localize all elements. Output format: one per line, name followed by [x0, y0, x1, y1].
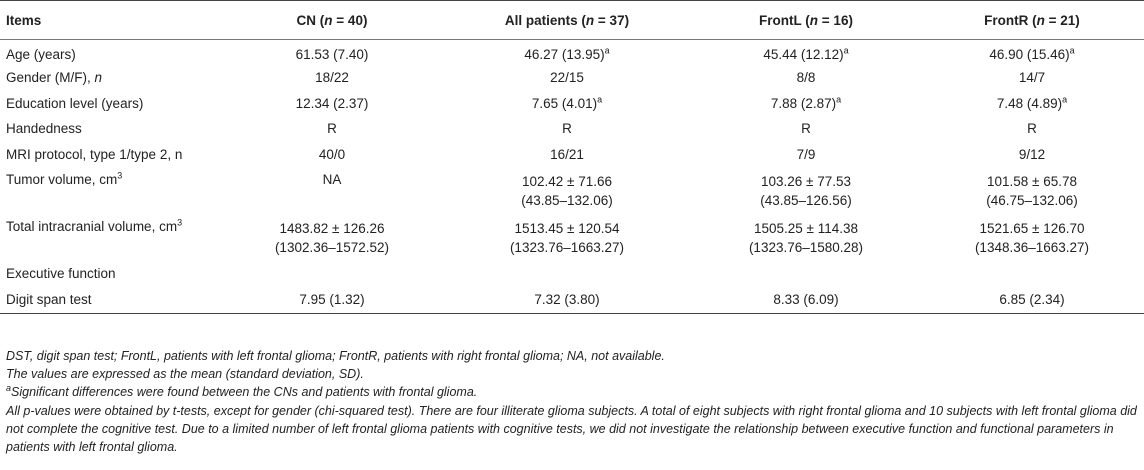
table-row-gender	[0, 65, 1144, 91]
header-all-patients: All patients (n = 37)	[442, 1, 692, 40]
cell-frontl: 45.44 $(12.12)^a$	[763, 45, 849, 62]
row-label: Education level (years)	[6, 95, 144, 111]
header-row	[0, 1, 1144, 40]
cell-frontl	[692, 261, 920, 287]
cell-all: 7.32 (3.80)	[442, 287, 692, 314]
cell-all: 16/21	[550, 146, 584, 162]
row-label: Gender (M/F), n	[6, 70, 103, 86]
cell-all: 22/15	[550, 70, 584, 86]
cell-frontl: R	[801, 121, 811, 137]
header-frontl: FrontL (n = 16)	[692, 1, 920, 40]
cell-frontl: 7/9	[796, 146, 816, 162]
cell-frontl: 1505.25 ± 114.38 (1323.76–1580.28)	[748, 220, 864, 255]
cell-frontl: 103.26 ± 77.53 (43.85–126.56)	[760, 173, 852, 208]
cell-frontl: 7.88 $(2.87)^a$	[770, 94, 842, 111]
cell-frontr: 14/7	[1018, 70, 1046, 86]
header-items: Items	[0, 1, 222, 40]
row-label: MRI protocol, type 1/type 2, n	[6, 146, 183, 162]
row-label: Executive function	[6, 266, 116, 282]
table-row-executive-function	[0, 261, 1144, 287]
cell-cn: 40/0	[318, 146, 346, 162]
cell-frontl: 8/8	[796, 70, 816, 86]
cell-frontr: 7.48 $(4.89)^a$	[996, 94, 1068, 111]
footnote-pvalues: All p-values were obtained by t-tests, except for gender (chi-squared test). There are four illiterate glioma subjects. A total of eight subjects with right frontal glioma and 10 subjects with left frontal glioma did not complete the cognitive test. Due to a limited number of left frontal glioma patients with cognitive tests, we did not investigate the relationship between executive function and functional parameters in patients with left frontal glioma.	[6, 403, 1137, 455]
row-label: Total intracranial volume, $cm^3$	[6, 217, 183, 234]
cell-frontr: 46.90 $(15.46)^a$	[989, 45, 1075, 62]
cell-frontl: 8.33 (6.09)	[692, 287, 920, 314]
table-row-handedness	[0, 116, 1144, 142]
cell-frontr: 9/12	[1018, 146, 1046, 162]
cell-cn: 12.34 (2.37)	[295, 95, 369, 111]
table-row-education	[0, 91, 1144, 117]
footnote-values: The values are expressed as the mean (standard deviation, SD).	[6, 367, 364, 382]
table-row-age	[0, 40, 1144, 66]
footnote-significance: $^a$Significant differences were found between the CNs and patients with frontal glioma.	[6, 383, 478, 400]
cell-cn: 61.53 (7.40)	[295, 47, 369, 62]
cell-cn: 1483.82 ± 126.26 (1302.36–1572.52)	[274, 220, 390, 255]
header-frontr: FrontR (n = 21)	[920, 1, 1144, 40]
cell-all	[442, 261, 692, 287]
table-row-intracranial-volume	[0, 214, 1144, 261]
row-label: Tumor volume, $cm^3$	[6, 170, 123, 187]
table-row-mri	[0, 142, 1144, 168]
cell-all: R	[562, 121, 572, 137]
cell-all: 46.27 $(13.95)^a$	[524, 45, 610, 62]
header-cn: CN (n = 40)	[222, 1, 442, 40]
cell-frontr: 1521.65 ± 126.70 (1348.36–1663.27)	[974, 220, 1090, 255]
cell-cn: NA	[322, 172, 342, 187]
cell-all: 7.65 $(4.01)^a$	[531, 94, 603, 111]
footnote-abbreviations: DST, digit span test; FrontL, patients with left frontal glioma; FrontR, patients with right frontal glioma; NA, not available.	[6, 349, 665, 363]
row-label: Digit span test	[0, 287, 222, 314]
cell-frontr: 6.85 (2.34)	[920, 287, 1144, 314]
table-row-digit-span	[0, 287, 1144, 314]
cell-all: 102.42 ± 71.66 (43.85–132.06)	[521, 173, 613, 208]
cell-frontr: 101.58 ± 65.78 (46.75–132.06)	[986, 173, 1078, 208]
cell-cn	[222, 261, 442, 287]
cell-frontr	[920, 261, 1144, 287]
row-label: Age (years)	[6, 47, 76, 62]
row-label: Handedness	[6, 121, 82, 137]
table-footnotes	[6, 347, 1140, 456]
cell-cn: R	[327, 121, 337, 137]
table-row-tumor-volume	[0, 167, 1144, 214]
cell-frontr: R	[1027, 121, 1037, 137]
cell-cn: 7.95 (1.32)	[222, 287, 442, 314]
cell-cn: 18/22	[315, 70, 349, 86]
cell-all: 1513.45 ± 120.54 (1323.76–1663.27)	[509, 220, 625, 255]
